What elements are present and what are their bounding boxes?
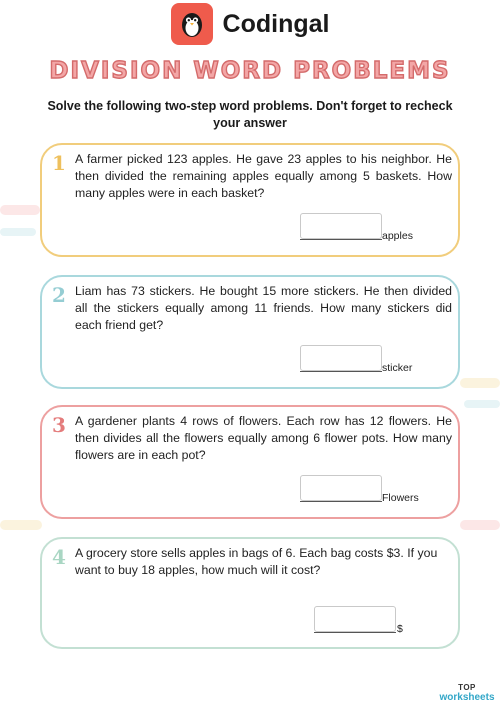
answer-unit: Flowers xyxy=(382,492,419,504)
answer-unit: $ xyxy=(397,623,403,635)
problem-question: A gardener plants 4 rows of flowers. Each row has 12 flowers. He then divides all the flowers equally among 6 flower pots. How many flowers are in each pot? xyxy=(75,414,452,462)
decorative-stripe xyxy=(0,520,42,530)
page-title: DIVISION WORD PROBLEMS xyxy=(49,58,451,84)
problem-number: 2 xyxy=(52,283,66,307)
penguin-icon xyxy=(177,9,207,39)
instructions: Solve the following two-step word problems. Don't forget to recheck your answer xyxy=(47,99,453,130)
answer-field[interactable] xyxy=(314,606,396,632)
answer-unit: sticker xyxy=(382,362,413,374)
decorative-stripe xyxy=(460,520,500,530)
footer-logo-top: TOP xyxy=(458,683,476,692)
answer-unit: apples xyxy=(382,230,413,242)
logo xyxy=(171,3,213,45)
problem-number: 3 xyxy=(52,413,66,437)
answer-field[interactable] xyxy=(300,475,382,501)
problem-card-2 xyxy=(40,275,460,389)
answer-underline xyxy=(300,239,382,240)
problem-question: A farmer picked 123 apples. He gave 23 apples to his neighbor. He then divided the remaining apples equally among 5 baskets. How many apples were in each basket? xyxy=(75,152,452,200)
problem-card-3 xyxy=(40,405,460,519)
brand-name: Codingal xyxy=(222,9,330,38)
problem-question: A grocery store sells apples in bags of 6. Each bag costs $3. If you want to buy 18 apples, how much will it cost? xyxy=(75,546,438,577)
answer-underline xyxy=(314,632,396,633)
footer-logo xyxy=(436,683,498,703)
footer-logo-bottom: worksheets xyxy=(439,692,495,703)
problem-question: Liam has 73 stickers. He bought 15 more stickers. He then divided all the stickers equally among 11 friends. How many stickers did each friend get? xyxy=(75,284,452,332)
answer-underline xyxy=(300,501,382,502)
answer-field[interactable] xyxy=(300,345,382,371)
decorative-stripe xyxy=(464,400,500,408)
header xyxy=(0,0,500,48)
answer-field[interactable] xyxy=(300,213,382,239)
answer-underline xyxy=(300,371,382,372)
decorative-stripe xyxy=(0,228,36,236)
decorative-stripe xyxy=(460,378,500,388)
problem-card-1 xyxy=(40,143,460,257)
problem-card-4 xyxy=(40,537,460,649)
problem-number: 4 xyxy=(52,545,66,569)
decorative-stripe xyxy=(0,205,40,215)
problem-number: 1 xyxy=(52,151,66,175)
